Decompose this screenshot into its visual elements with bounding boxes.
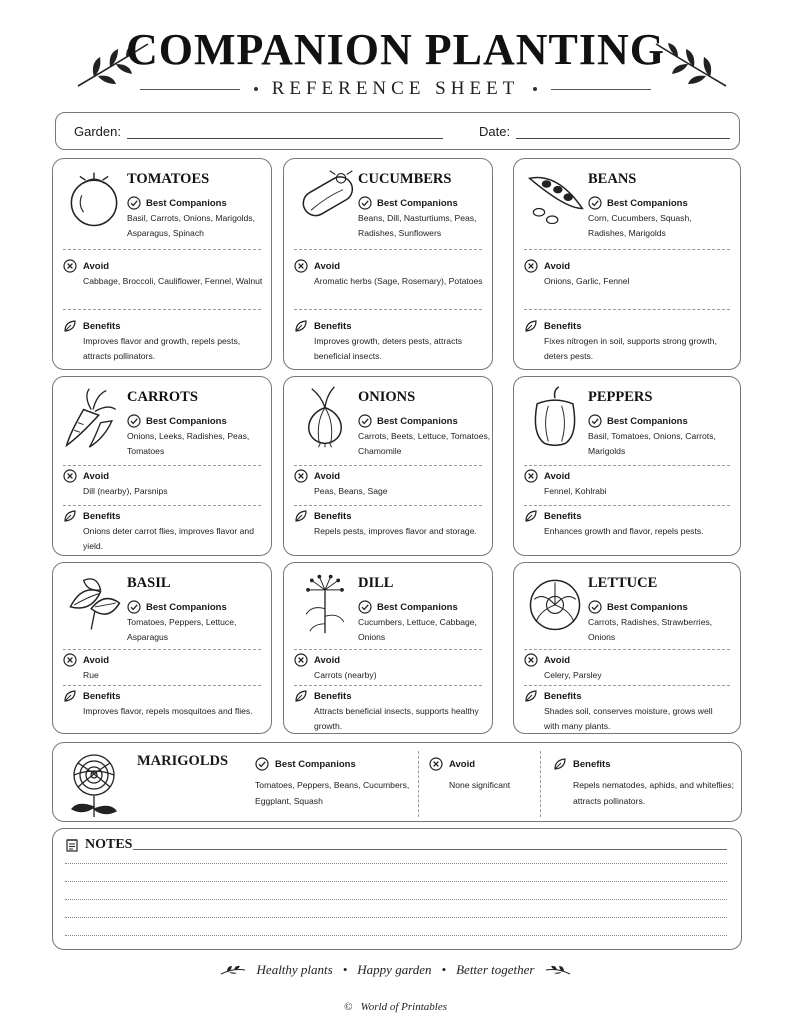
benefits-label: Benefits	[83, 320, 121, 332]
plant-name: DILL	[358, 575, 394, 591]
notes-line[interactable]	[65, 899, 727, 900]
benefits-label: Benefits	[314, 690, 352, 702]
avoid-label: Avoid	[83, 470, 110, 482]
divider	[140, 89, 240, 90]
marigold-icon	[61, 749, 127, 819]
benefits-heading	[524, 319, 581, 333]
leaf-sprig-icon	[544, 964, 572, 976]
plant-card	[283, 158, 493, 370]
divider	[294, 505, 482, 506]
benefits-label: Benefits	[83, 690, 121, 702]
benefits-text: Fixes nitrogen in soil, supports strong growth, deters pests.	[544, 336, 717, 361]
best-companions-label: Best Companions	[146, 197, 227, 209]
benefits-label: Benefits	[83, 510, 121, 522]
benefits-label: Benefits	[314, 510, 352, 522]
divider	[294, 249, 482, 250]
best-companions-text: Basil, Tomatoes, Onions, Carrots, Marigolds	[588, 431, 716, 456]
benefits-label: Benefits	[544, 690, 582, 702]
check-circle-icon	[588, 600, 602, 614]
cucumber-icon	[292, 167, 358, 233]
avoid-label: Avoid	[314, 260, 341, 272]
leaf-icon	[294, 689, 308, 703]
divider	[63, 309, 261, 310]
avoid-text: Onions, Garlic, Fennel	[544, 276, 630, 286]
best-companions-label: Best Companions	[146, 415, 227, 427]
benefits-label: Benefits	[314, 320, 352, 332]
divider	[63, 465, 261, 466]
best-companions-text: Onions, Leeks, Radishes, Peas, Tomatoes	[127, 431, 250, 456]
bullet: •	[441, 962, 447, 977]
divider	[418, 751, 419, 817]
best-companions-heading	[588, 600, 688, 614]
benefits-heading	[294, 509, 351, 523]
benefits-heading	[63, 509, 120, 523]
page-title: COMPANION PLANTING	[125, 25, 666, 74]
notepad-icon	[65, 838, 79, 852]
benefits-label: Benefits	[544, 320, 582, 332]
divider	[63, 685, 261, 686]
best-companions-heading	[358, 414, 458, 428]
benefits-label: Benefits	[573, 758, 611, 770]
footer-slogan	[0, 961, 791, 979]
avoid-label: Avoid	[544, 470, 571, 482]
divider	[540, 751, 541, 817]
best-companions-text: Carrots, Radishes, Strawberries, Onions	[588, 617, 713, 642]
avoid-text: Aromatic herbs (Sage, Rosemary), Potatoes	[314, 276, 483, 286]
avoid-label: Avoid	[83, 260, 110, 272]
slogan-3: Better together	[456, 962, 535, 977]
best-companions-label: Best Companions	[377, 197, 458, 209]
x-circle-icon	[63, 653, 77, 667]
plant-name: CARROTS	[127, 389, 198, 405]
check-circle-icon	[588, 196, 602, 210]
best-companions-heading	[588, 196, 688, 210]
plant-card	[283, 562, 493, 734]
leaf-icon	[524, 319, 538, 333]
avoid-label: Avoid	[449, 758, 476, 770]
plant-card	[513, 158, 741, 370]
x-circle-icon	[524, 469, 538, 483]
leaf-sprig-icon	[219, 964, 247, 976]
avoid-heading	[524, 653, 570, 667]
plant-name: MARIGOLDS	[137, 753, 229, 769]
plant-card	[513, 562, 741, 734]
dot-ornament	[254, 87, 258, 91]
check-circle-icon	[127, 196, 141, 210]
divider	[524, 685, 730, 686]
best-companions-heading	[127, 414, 227, 428]
divider	[524, 465, 730, 466]
best-companions-text: Corn, Cucumbers, Squash, Radishes, Marigolds	[588, 213, 692, 238]
benefits-heading	[524, 509, 581, 523]
best-companions-heading	[588, 414, 688, 428]
page-subtitle: REFERENCE SHEET	[271, 78, 520, 99]
copyright-symbol: ©	[344, 1001, 353, 1013]
benefits-text: Enhances growth and flavor, repels pests.	[544, 526, 704, 536]
best-companions-label: Best Companions	[377, 601, 458, 613]
divider	[551, 89, 651, 90]
onion-icon	[292, 385, 358, 451]
avoid-text: None significant	[449, 780, 511, 790]
notes-title: NOTES	[85, 837, 133, 852]
divider	[294, 309, 482, 310]
bean-pod-icon	[522, 167, 588, 233]
avoid-heading	[63, 259, 109, 273]
notes-heading	[65, 837, 132, 853]
benefits-heading	[294, 319, 351, 333]
benefits-heading	[553, 757, 610, 771]
basil-icon	[61, 571, 127, 637]
best-companions-text: Cucumbers, Lettuce, Cabbage, Onions	[358, 617, 477, 642]
leaf-icon	[524, 509, 538, 523]
check-circle-icon	[127, 600, 141, 614]
date-input-line[interactable]	[516, 125, 730, 139]
pepper-icon	[522, 385, 588, 451]
avoid-text: Carrots (nearby)	[314, 670, 377, 680]
avoid-label: Avoid	[544, 654, 571, 666]
notes-line[interactable]	[65, 881, 727, 882]
benefits-text: Improves flavor and growth, repels pests, attracts pollinators.	[83, 336, 241, 361]
avoid-heading	[524, 259, 570, 273]
x-circle-icon	[63, 259, 77, 273]
notes-line[interactable]	[65, 917, 727, 918]
best-companions-text: Tomatoes, Peppers, Lettuce, Asparagus	[127, 617, 237, 642]
tomato-icon	[61, 167, 127, 233]
best-companions-heading	[127, 600, 227, 614]
benefits-text: Onions deter carrot flies, improves flavor and yield.	[83, 526, 254, 551]
best-companions-label: Best Companions	[275, 758, 356, 770]
plant-name: CUCUMBERS	[358, 171, 452, 187]
check-circle-icon	[588, 414, 602, 428]
plant-name: BASIL	[127, 575, 171, 591]
divider	[63, 505, 261, 506]
divider	[524, 505, 730, 506]
plant-card	[52, 158, 272, 370]
divider	[524, 249, 730, 250]
benefits-text: Improves growth, deters pests, attracts beneficial insects.	[314, 336, 463, 361]
avoid-heading	[294, 653, 340, 667]
x-circle-icon	[294, 469, 308, 483]
avoid-text: Peas, Beans, Sage	[314, 486, 388, 496]
leaf-icon	[553, 757, 567, 771]
divider	[524, 309, 730, 310]
plant-name: BEANS	[588, 171, 637, 187]
garden-date-box	[55, 112, 740, 150]
garden-label: Garden:	[74, 123, 121, 139]
notes-line[interactable]	[65, 863, 727, 864]
divider	[294, 649, 482, 650]
best-companions-label: Best Companions	[607, 197, 688, 209]
avoid-heading	[294, 469, 340, 483]
leaf-icon	[294, 509, 308, 523]
divider	[63, 649, 261, 650]
benefits-text: Improves flavor, repels mosquitoes and flies.	[83, 706, 253, 716]
dot-ornament	[533, 87, 537, 91]
benefits-label: Benefits	[544, 510, 582, 522]
plant-name: TOMATOES	[127, 171, 210, 187]
best-companions-heading	[255, 757, 356, 771]
avoid-text: Celery, Parsley	[544, 670, 602, 680]
lettuce-icon	[522, 571, 588, 637]
plant-card	[283, 376, 493, 556]
x-circle-icon	[524, 259, 538, 273]
garden-field[interactable]	[74, 124, 443, 139]
leaf-icon	[294, 319, 308, 333]
plant-card	[52, 376, 272, 556]
avoid-label: Avoid	[314, 470, 341, 482]
benefits-text: Repels pests, improves flavor and storage.	[314, 526, 477, 536]
subtitle-row	[0, 76, 791, 102]
x-circle-icon	[294, 653, 308, 667]
check-circle-icon	[255, 757, 269, 771]
check-circle-icon	[358, 196, 372, 210]
best-companions-text: Beans, Dill, Nasturtiums, Peas, Radishes, Sunflowers	[358, 213, 477, 238]
best-companions-text: Tomatoes, Peppers, Beans, Cucumbers, Eggplant, Squash	[255, 780, 410, 806]
plant-name: LETTUCE	[588, 575, 658, 591]
leaf-icon	[63, 689, 77, 703]
benefits-heading	[63, 689, 120, 703]
brand-name: World of Printables	[360, 1001, 447, 1013]
leaf-icon	[63, 509, 77, 523]
avoid-heading	[63, 653, 109, 667]
x-circle-icon	[63, 469, 77, 483]
benefits-text: Repels nematodes, aphids, and whiteflies; attracts pollinators.	[573, 780, 734, 806]
avoid-label: Avoid	[544, 260, 571, 272]
avoid-heading	[524, 469, 570, 483]
leaf-icon	[63, 319, 77, 333]
notes-line[interactable]	[65, 935, 727, 936]
plant-name: PEPPERS	[588, 389, 653, 405]
best-companions-heading	[358, 600, 458, 614]
best-companions-label: Best Companions	[607, 415, 688, 427]
date-label: Date:	[478, 123, 511, 139]
best-companions-heading	[358, 196, 458, 210]
avoid-label: Avoid	[83, 654, 110, 666]
best-companions-label: Best Companions	[377, 415, 458, 427]
divider	[63, 249, 261, 250]
marigolds-card	[52, 742, 742, 822]
divider	[294, 685, 482, 686]
avoid-heading	[429, 757, 475, 771]
avoid-label: Avoid	[314, 654, 341, 666]
x-circle-icon	[294, 259, 308, 273]
notes-title-rule	[133, 849, 727, 850]
best-companions-text: Carrots, Beets, Lettuce, Tomatoes, Chamomile	[358, 431, 491, 456]
avoid-heading	[63, 469, 109, 483]
brand-credit	[0, 1001, 791, 1013]
plant-card	[52, 562, 272, 734]
benefits-heading	[524, 689, 581, 703]
divider	[294, 465, 482, 466]
date-field[interactable]	[479, 124, 730, 139]
garden-input-line[interactable]	[127, 125, 443, 139]
best-companions-label: Best Companions	[607, 601, 688, 613]
carrot-icon	[61, 385, 127, 451]
x-circle-icon	[429, 757, 443, 771]
slogan-2: Happy garden	[357, 962, 432, 977]
avoid-text: Rue	[83, 670, 99, 680]
check-circle-icon	[127, 414, 141, 428]
notes-box	[52, 828, 742, 950]
bullet: •	[342, 962, 348, 977]
best-companions-text: Basil, Carrots, Onions, Marigolds, Asparagus, Spinach	[127, 213, 255, 238]
avoid-heading	[294, 259, 340, 273]
dill-icon	[292, 571, 358, 637]
best-companions-label: Best Companions	[146, 601, 227, 613]
check-circle-icon	[358, 414, 372, 428]
avoid-text: Dill (nearby), Parsnips	[83, 486, 168, 496]
x-circle-icon	[524, 653, 538, 667]
plant-name: ONIONS	[358, 389, 416, 405]
benefits-text: Attracts beneficial insects, supports healthy growth.	[314, 706, 479, 731]
avoid-text: Fennel, Kohlrabi	[544, 486, 607, 496]
plant-card	[513, 376, 741, 556]
best-companions-heading	[127, 196, 227, 210]
check-circle-icon	[358, 600, 372, 614]
benefits-text: Shades soil, conserves moisture, grows well with many plants.	[544, 706, 713, 731]
slogan-1: Healthy plants	[256, 962, 333, 977]
divider	[524, 649, 730, 650]
leaf-icon	[524, 689, 538, 703]
benefits-heading	[294, 689, 351, 703]
benefits-heading	[63, 319, 120, 333]
avoid-text: Cabbage, Broccoli, Cauliflower, Fennel, Walnut	[83, 276, 263, 286]
